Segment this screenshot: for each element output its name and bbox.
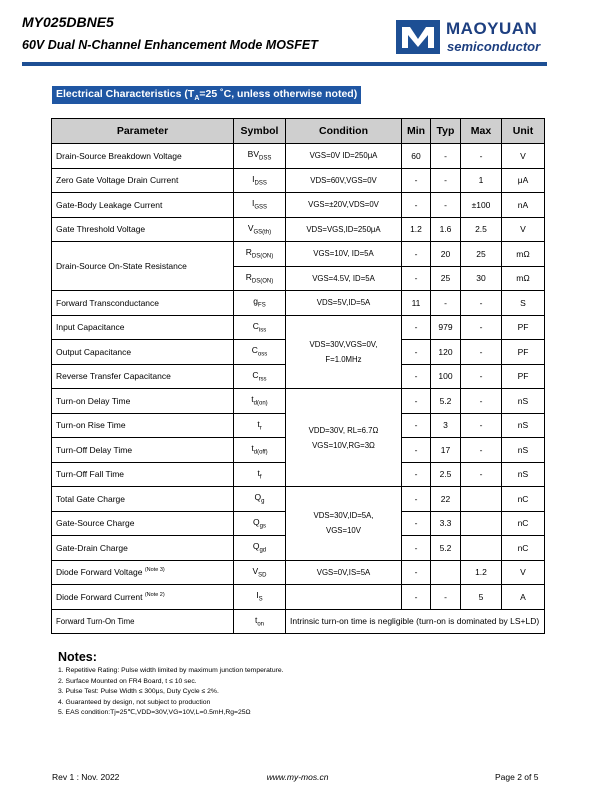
typ-cell: -	[431, 144, 461, 169]
parameter-cell	[52, 242, 234, 291]
min-cell: -	[402, 536, 431, 561]
typ-cell: -	[431, 585, 461, 610]
unit-cell: mΩ	[502, 242, 545, 267]
typ-cell: 120	[431, 340, 461, 365]
max-cell: -	[461, 462, 502, 487]
symbol-cell	[234, 217, 286, 242]
parameter-name: Input Capacitance	[56, 322, 125, 333]
condition-cell	[286, 144, 402, 169]
min-cell: -	[402, 242, 431, 267]
max-cell: -	[461, 364, 502, 389]
symbol-cell	[234, 389, 286, 414]
max-cell: 30	[461, 266, 502, 291]
min-cell: -	[402, 413, 431, 438]
max-cell: -	[461, 438, 502, 463]
table-row	[52, 389, 545, 414]
symbol-sub: d(off)	[253, 450, 268, 457]
min-cell: -	[402, 193, 431, 218]
unit-cell: nS	[502, 389, 545, 414]
brand-name: MAOYUAN	[446, 19, 538, 38]
symbol-main: Q	[252, 541, 260, 552]
symbol-cell	[234, 511, 286, 536]
symbol-main: t	[251, 443, 254, 454]
condition-line: VDS=30V,VGS=0V,	[309, 339, 378, 349]
col-header: Typ	[431, 119, 461, 144]
max-cell: 1	[461, 168, 502, 193]
condition-line: VDS=30V,ID=5A,	[313, 511, 374, 521]
condition-line: VDS=60V,VGS=0V	[310, 175, 377, 185]
max-cell: -	[461, 340, 502, 365]
max-cell: 25	[461, 242, 502, 267]
col-header: Max	[461, 119, 502, 144]
typ-cell: 3.3	[431, 511, 461, 536]
parameter-cell	[52, 193, 234, 218]
symbol-main: C	[251, 345, 258, 356]
condition-cell	[286, 389, 402, 487]
parameter-cell	[52, 487, 234, 512]
condition-line: VGS=0V,IS=5A	[316, 567, 371, 577]
parameter-name: Forward Turn-On Time	[56, 616, 135, 626]
parameter-cell	[52, 291, 234, 316]
table-header-row	[52, 119, 545, 144]
section-title: Electrical Characteristics ($T_A=25$ ˚C, unless otherwise noted)	[52, 86, 361, 104]
col-header: Min	[402, 119, 431, 144]
typ-cell: 5.2	[431, 536, 461, 561]
table-body	[52, 144, 545, 634]
typ-cell: -	[431, 193, 461, 218]
unit-cell: nC	[502, 536, 545, 561]
symbol-cell	[234, 242, 286, 267]
parameter-cell	[52, 438, 234, 463]
symbol-cell	[234, 340, 286, 365]
symbol-sub: DS(ON)	[251, 254, 274, 261]
footer-revision: Rev 1 : Nov. 2022	[52, 772, 120, 782]
condition-cell	[286, 560, 402, 585]
typ-cell	[431, 560, 461, 585]
unit-cell: V	[502, 217, 545, 242]
parameter-cell	[52, 609, 234, 634]
unit-cell: nA	[502, 193, 545, 218]
symbol-main: C	[252, 320, 259, 331]
table-row	[52, 242, 545, 267]
symbol-cell	[234, 413, 286, 438]
min-cell: -	[402, 511, 431, 536]
max-cell	[461, 487, 502, 512]
parameter-cell	[52, 585, 234, 610]
typ-cell: 979	[431, 315, 461, 340]
unit-cell: nS	[502, 413, 545, 438]
table-row	[52, 144, 545, 169]
unit-cell: PF	[502, 315, 545, 340]
condition-cell	[286, 217, 402, 242]
footer-page: Page 2 of 5	[495, 772, 539, 782]
symbol-sub: g	[261, 499, 265, 506]
symbol-cell	[234, 487, 286, 512]
symbol-cell	[234, 193, 286, 218]
symbol-main: Q	[253, 516, 260, 527]
table-row	[52, 168, 545, 193]
symbol-main: t	[257, 467, 260, 478]
symbol-sub: d(on)	[253, 401, 268, 408]
parameter-name: Turn-on Delay Time	[56, 395, 131, 406]
symbol-cell	[234, 609, 286, 634]
max-cell: -	[461, 144, 502, 169]
typ-cell: 25	[431, 266, 461, 291]
parameter-name: Forward Transconductance	[56, 297, 159, 308]
symbol-main: Q	[254, 492, 262, 503]
typ-cell: 100	[431, 364, 461, 389]
condition-cell	[286, 168, 402, 193]
condition-line: VGS=±20V,VDS=0V	[308, 200, 379, 210]
parameter-name: Turn-Off Fall Time	[56, 469, 125, 480]
condition-cell	[286, 193, 402, 218]
max-cell	[461, 511, 502, 536]
symbol-cell	[234, 168, 286, 193]
unit-cell: PF	[502, 340, 545, 365]
max-cell: -	[461, 389, 502, 414]
condition-cell	[286, 291, 402, 316]
min-cell: -	[402, 364, 431, 389]
logo-icon	[396, 20, 440, 54]
unit-cell: nS	[502, 438, 545, 463]
parameter-cell	[52, 413, 234, 438]
condition-cell: Intrinsic turn-on time is negligible (turn-on is dominated by LS+LD)	[286, 609, 545, 634]
parameter-name: Drain-Source Breakdown Voltage	[56, 150, 182, 161]
symbol-cell	[234, 291, 286, 316]
col-header: Unit	[502, 119, 545, 144]
parameter-name: Zero Gate Voltage Drain Current	[56, 175, 179, 186]
parameter-cell	[52, 144, 234, 169]
symbol-sub: on	[257, 621, 265, 628]
symbol-sub: oss	[257, 352, 268, 359]
symbol-main: BV	[247, 149, 259, 160]
symbol-main: t	[251, 394, 254, 405]
min-cell: -	[402, 315, 431, 340]
parameter-name: Total Gate Charge	[56, 493, 125, 504]
symbol-main: V	[252, 565, 259, 576]
symbol-cell	[234, 438, 286, 463]
symbol-main: R	[245, 271, 252, 282]
condition-line: VDS=5V,ID=5A	[316, 298, 371, 308]
symbol-main: t	[254, 614, 258, 625]
symbol-sub: GS(th)	[253, 229, 272, 236]
typ-cell: 22	[431, 487, 461, 512]
symbol-cell	[234, 144, 286, 169]
min-cell: -	[402, 487, 431, 512]
symbol-main: R	[245, 247, 252, 258]
part-number: MY025DBNE5	[22, 14, 114, 30]
min-cell: -	[402, 168, 431, 193]
parameter-note: (Note 3)	[144, 567, 165, 574]
symbol-cell	[234, 536, 286, 561]
parameter-cell	[52, 536, 234, 561]
parameter-cell	[52, 315, 234, 340]
parameter-name: Reverse Transfer Capacitance	[56, 371, 171, 382]
parameter-name: Turn-on Rise Time	[56, 420, 126, 431]
table-row	[52, 193, 545, 218]
symbol-sub: DS(ON)	[251, 278, 274, 285]
symbol-sub: DSS	[259, 156, 272, 163]
parameter-note: (Note 2)	[144, 591, 165, 598]
condition-line: VDS=VGS,ID=250μA	[306, 224, 381, 234]
note-item: 3. Pulse Test: Pulse Width ≤ 300μs, Duty Cycle ≤ 2%.	[58, 688, 219, 696]
typ-cell: 2.5	[431, 462, 461, 487]
footer-url[interactable]: www.my-mos.cn	[266, 772, 329, 782]
parameter-name: Diode Forward Voltage	[56, 567, 143, 578]
max-cell	[461, 536, 502, 561]
min-cell: -	[402, 462, 431, 487]
min-cell: 1.2	[402, 217, 431, 242]
parameter-name: Turn-Off Delay Time	[56, 444, 133, 455]
condition-line: VGS=4.5V, ID=5A	[312, 273, 375, 283]
max-cell: 2.5	[461, 217, 502, 242]
parameter-cell	[52, 217, 234, 242]
parameter-name: Gate-Drain Charge	[56, 542, 128, 553]
table-row	[52, 560, 545, 585]
min-cell: -	[402, 560, 431, 585]
symbol-sub: gs	[259, 523, 266, 530]
parameter-cell	[52, 560, 234, 585]
unit-cell: PF	[502, 364, 545, 389]
symbol-sub: iss	[258, 327, 267, 334]
min-cell: -	[402, 438, 431, 463]
symbol-sub: rss	[258, 376, 267, 383]
symbol-sub: SD	[258, 572, 267, 579]
parameter-name: Gate-Body Leakage Current	[56, 199, 163, 210]
brand-sub: semiconductor	[447, 39, 541, 54]
parameter-cell	[52, 389, 234, 414]
table-row	[52, 291, 545, 316]
symbol-cell	[234, 560, 286, 585]
condition-line: VGS=10V	[326, 526, 361, 536]
symbol-main: I	[256, 590, 259, 601]
symbol-cell	[234, 364, 286, 389]
typ-cell: -	[431, 168, 461, 193]
condition-cell	[286, 242, 402, 267]
condition-line: VGS=10V, ID=5A	[313, 249, 374, 259]
condition-line: VGS=0V ID=250μA	[309, 151, 378, 161]
max-cell: -	[461, 291, 502, 316]
parameter-cell	[52, 511, 234, 536]
parameter-name: Output Capacitance	[56, 346, 132, 357]
unit-cell: A	[502, 585, 545, 610]
note-item: 5. EAS condition:Tj=25℃,VDD=30V,VG=10V,L=0.5mH,Rg=25Ω	[58, 709, 251, 717]
unit-cell: S	[502, 291, 545, 316]
unit-cell: nC	[502, 511, 545, 536]
symbol-sub: S	[258, 597, 263, 604]
unit-cell: μA	[502, 168, 545, 193]
notes-title: Notes:	[58, 650, 97, 664]
typ-cell: 5.2	[431, 389, 461, 414]
part-description: 60V Dual N-Channel Enhancement Mode MOSFET	[22, 38, 318, 52]
symbol-sub: gd	[259, 548, 267, 555]
min-cell: 60	[402, 144, 431, 169]
parameter-cell	[52, 168, 234, 193]
parameter-name: Gate-Source Charge	[56, 518, 135, 529]
parameter-name: Drain-Source On-State Resistance	[56, 261, 187, 271]
symbol-sub: GSS	[254, 205, 268, 212]
symbol-cell	[234, 585, 286, 610]
symbol-main: I	[251, 198, 255, 209]
max-cell: ±100	[461, 193, 502, 218]
condition-cell	[286, 487, 402, 561]
symbol-sub: DSS	[254, 180, 267, 187]
unit-cell: mΩ	[502, 266, 545, 291]
max-cell: 1.2	[461, 560, 502, 585]
condition-cell	[286, 315, 402, 389]
col-header: Parameter	[52, 119, 234, 144]
table-row	[52, 217, 545, 242]
min-cell: 11	[402, 291, 431, 316]
max-cell: -	[461, 315, 502, 340]
unit-cell: nC	[502, 487, 545, 512]
typ-cell: -	[431, 291, 461, 316]
unit-cell: nS	[502, 462, 545, 487]
condition-line: F=1.0MHz	[325, 354, 362, 364]
table-row	[52, 585, 545, 610]
symbol-sub: FS	[258, 303, 266, 310]
table-row	[52, 487, 545, 512]
unit-cell: V	[502, 144, 545, 169]
min-cell: -	[402, 266, 431, 291]
symbol-sub: f	[259, 474, 262, 481]
characteristics-table	[51, 118, 545, 634]
typ-cell: 17	[431, 438, 461, 463]
symbol-cell	[234, 315, 286, 340]
condition-cell	[286, 585, 402, 610]
symbol-main: V	[247, 222, 254, 233]
max-cell: -	[461, 413, 502, 438]
table-row	[52, 315, 545, 340]
symbol-main: g	[253, 296, 259, 307]
parameter-name: Diode Forward Current	[56, 591, 143, 602]
parameter-cell	[52, 340, 234, 365]
condition-cell	[286, 266, 402, 291]
col-header: Symbol	[234, 119, 286, 144]
note-item: 4. Guaranteed by design, not subject to production	[58, 698, 211, 706]
note-item: 2. Surface Mounted on FR4 Board, t ≤ 10 sec.	[58, 677, 197, 685]
max-cell: 5	[461, 585, 502, 610]
typ-cell: 1.6	[431, 217, 461, 242]
symbol-cell	[234, 266, 286, 291]
col-header: Condition	[286, 119, 402, 144]
condition-line: VDD=30V, RL=6.7Ω	[308, 425, 379, 435]
header-divider	[22, 62, 547, 66]
notes-list	[58, 666, 284, 719]
parameter-name: Gate Threshold Voltage	[56, 224, 146, 235]
symbol-main: I	[252, 173, 255, 184]
symbol-cell	[234, 462, 286, 487]
unit-cell: V	[502, 560, 545, 585]
table-row	[52, 609, 545, 634]
parameter-cell	[52, 462, 234, 487]
parameter-cell	[52, 364, 234, 389]
typ-cell: 3	[431, 413, 461, 438]
min-cell: -	[402, 585, 431, 610]
condition-line: VGS=10V,RG=3Ω	[312, 440, 375, 450]
min-cell: -	[402, 340, 431, 365]
min-cell: -	[402, 389, 431, 414]
note-item: 1. Repetitive Rating: Pulse width limited by maximum junction temperature.	[58, 667, 284, 674]
typ-cell: 20	[431, 242, 461, 267]
symbol-sub: r	[259, 425, 262, 432]
symbol-main: C	[252, 369, 259, 380]
symbol-main: t	[257, 418, 260, 429]
